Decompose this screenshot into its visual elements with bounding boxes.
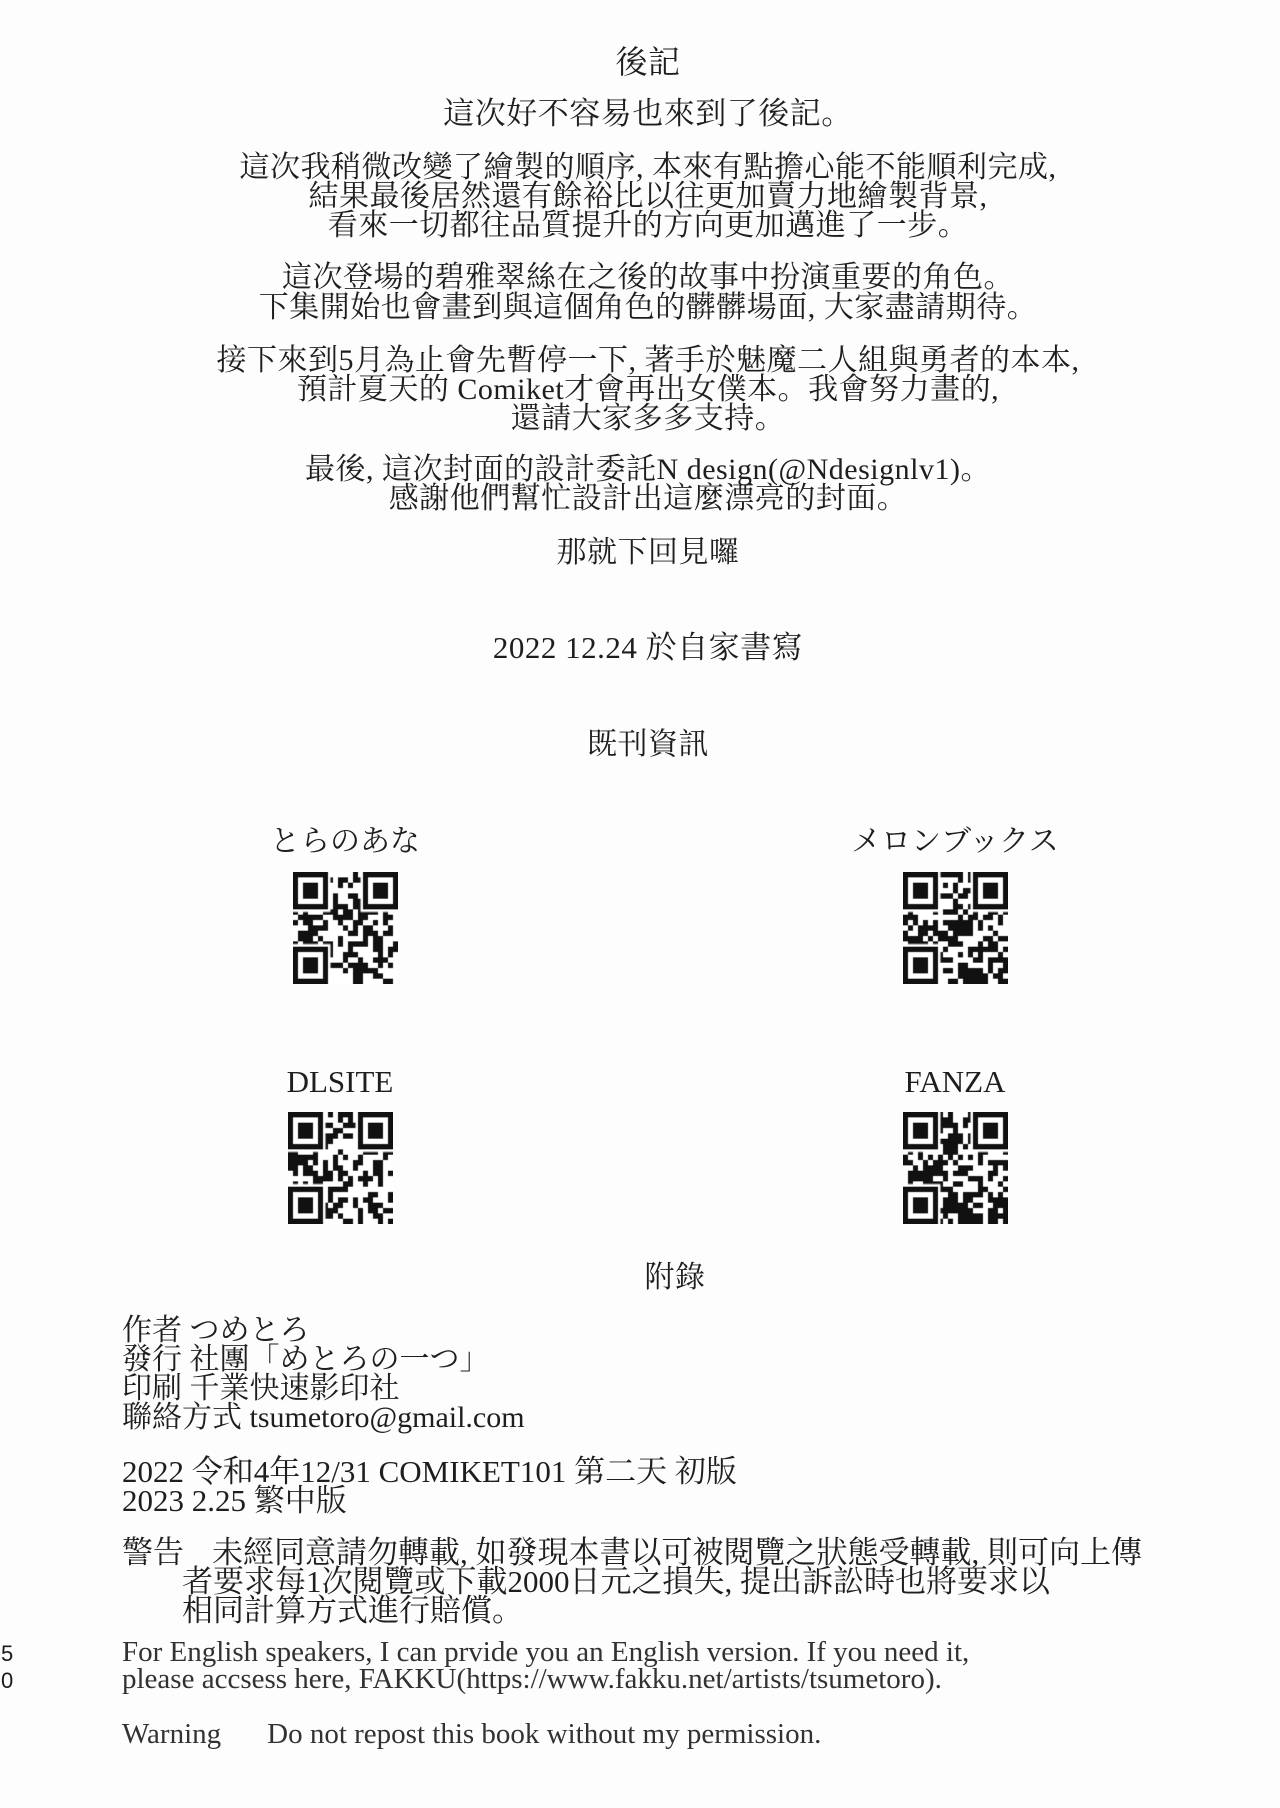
afterword-date: 2022 12.24 於自家書寫	[492, 630, 804, 665]
store-label-toranoana: とらのあな	[270, 825, 420, 858]
paragraph-line: 這次登場的碧雅翠絲在之後的故事中扮演重要的角色。	[282, 261, 1014, 294]
store-fanza	[845, 1066, 1065, 1229]
appendix-heading	[16, 1263, 1280, 1292]
afterword-signoff: 那就下回見囉	[556, 536, 740, 569]
store-melonbooks	[845, 826, 1065, 989]
page-number	[1, 1640, 13, 1694]
paragraph-line: 最後, 這次封面的設計委託N design(@Ndesignlv1)。	[305, 453, 991, 486]
fanza-qr-code-icon	[903, 1112, 1008, 1224]
publications-heading: 既刊資訊	[587, 728, 709, 761]
store-toranoana	[235, 826, 455, 989]
paragraph-line: 這次我稍微改變了繪製的順序, 本來有點擔心能不能順利完成,	[239, 151, 1057, 184]
english-note-line: please accsess here, FAKKU(https://www.fakku.net/artists/tsumetoro).	[122, 1663, 942, 1695]
warning-text: 未經同意請勿轉載, 如發現本書以可被閱覽之狀態受轉載, 則可向上傳	[212, 1535, 1142, 1570]
page-number-digit-bottom: 0	[1, 1668, 14, 1693]
repost-warning-zh	[122, 1535, 1142, 1628]
paragraph-line: 感謝他們幫忙設計出這麼漂亮的封面。	[388, 482, 908, 515]
page-number-digit-top: 5	[1, 1641, 14, 1666]
afterword-paragraph-3	[16, 346, 1280, 433]
warning-line: 者要求每1次閱覽或下載2000日元之損失, 提出訴訟時也將要求以	[182, 1564, 1050, 1599]
edition-history	[122, 1454, 737, 1518]
credit-contact: 聯絡方式 tsumetoro@gmail.com	[122, 1401, 525, 1434]
paragraph-line: 接下來到5月為止會先暫停一下, 著手於魅魔二人組與勇者的本本,	[216, 344, 1080, 377]
paragraph-line: 結果最後居然還有餘裕比以往更加賣力地繪製背景,	[308, 180, 988, 213]
store-label-melonbooks: メロンブックス	[851, 825, 1059, 858]
store-dlsite	[230, 1066, 450, 1229]
afterword-paragraph-1	[16, 153, 1280, 240]
repost-warning-en	[122, 1718, 821, 1751]
afterword-intro: 這次好不容易也來到了後記。	[443, 96, 853, 131]
english-note	[122, 1636, 970, 1695]
paragraph-line: 還請大家多多支持。	[510, 402, 786, 435]
store-label-fanza: FANZA	[904, 1064, 1006, 1099]
appendix-heading-text: 附錄	[644, 1261, 706, 1294]
warning-line	[122, 1535, 1142, 1570]
dlsite-qr-code-icon	[288, 1112, 393, 1224]
warning-line: 相同計算方式進行賠償。	[182, 1593, 523, 1628]
edition-first: 2022 令和4年12/31 COMIKET101 第二天 初版	[122, 1454, 737, 1489]
paragraph-line: 預計夏天的 Comiket才會再出女僕本。我會努力畫的,	[296, 373, 1000, 406]
afterword-paragraph-4	[16, 455, 1280, 513]
store-label-dlsite: DLSITE	[286, 1064, 394, 1099]
warning-label-en: Warning	[122, 1718, 222, 1750]
melonbooks-qr-code-icon	[903, 872, 1008, 984]
toranoana-qr-code-icon	[293, 872, 398, 984]
warning-label-zh: 警告	[122, 1535, 184, 1570]
credit-publisher: 發行 社團「めとろの一つ」	[122, 1343, 490, 1376]
credit-printer: 印刷 千業快速影印社	[122, 1372, 400, 1405]
page-title: 後記	[615, 44, 681, 80]
paragraph-line: 看來一切都往品質提升的方向更加邁進了一步。	[327, 209, 969, 242]
credit-author: 作者 つめとろ	[122, 1314, 310, 1347]
edition-tc: 2023 2.25 繁中版	[122, 1483, 347, 1518]
english-note-line: For English speakers, I can prvide you an English version. If you need it,	[122, 1636, 970, 1668]
warning-text-en: Do not repost this book without my permission.	[267, 1718, 822, 1750]
paragraph-line: 下集開始也會畫到與這個角色的髒髒場面, 大家盡請期待。	[258, 291, 1038, 324]
afterword-paragraph-2	[16, 263, 1280, 323]
colophon-credits	[122, 1316, 525, 1432]
